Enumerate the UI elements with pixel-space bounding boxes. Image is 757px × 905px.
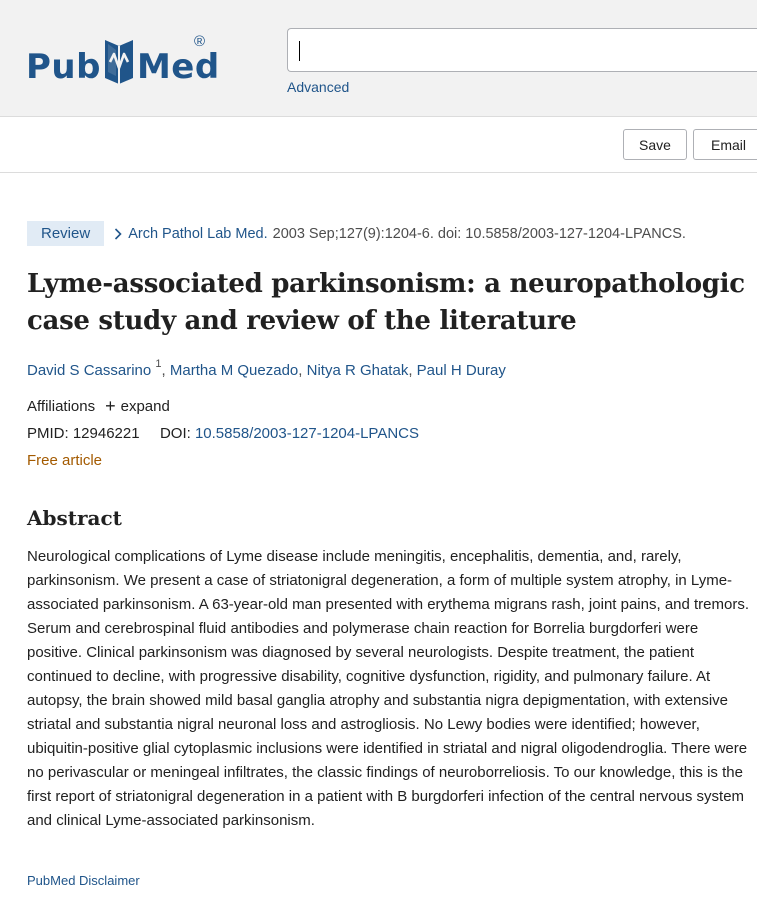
registered-mark: ® bbox=[194, 33, 206, 50]
action-toolbar bbox=[0, 117, 757, 173]
author-list bbox=[27, 360, 506, 379]
author-link[interactable]: Paul H Duray bbox=[416, 362, 506, 379]
article-source-line bbox=[27, 221, 686, 246]
identifiers-row bbox=[27, 425, 419, 442]
pubmed-disclaimer-link[interactable]: PubMed Disclaimer bbox=[27, 873, 140, 888]
author-link[interactable]: Nitya R Ghatak bbox=[306, 362, 409, 379]
article-title: Lyme-associated parkinsonism: a neuropathologic case study and review of the literature bbox=[27, 269, 745, 336]
author-separator: , bbox=[298, 362, 307, 379]
site-header bbox=[0, 0, 757, 117]
text-caret bbox=[299, 41, 300, 61]
expand-affiliations-button[interactable]: expand bbox=[120, 398, 170, 415]
badge-label: Review bbox=[41, 225, 91, 242]
journal-link[interactable]: Arch Pathol Lab Med. bbox=[128, 225, 268, 242]
plus-icon[interactable]: + bbox=[105, 396, 116, 416]
pmid-value: 12946221 bbox=[72, 425, 140, 442]
logo-text-med: Med bbox=[136, 47, 220, 87]
save-button[interactable]: Save bbox=[623, 129, 687, 160]
chevron-right-icon[interactable] bbox=[114, 228, 124, 240]
doi-label: DOI: bbox=[159, 425, 195, 442]
logo-text-pub: Pub bbox=[26, 47, 101, 87]
affiliations-label: Affiliations bbox=[27, 398, 96, 415]
author-link[interactable]: Martha M Quezado bbox=[169, 362, 299, 379]
publication-type-badge bbox=[27, 221, 104, 246]
author-separator: , bbox=[408, 362, 417, 379]
author-separator: , bbox=[161, 362, 170, 379]
free-article-label: Free article bbox=[27, 452, 103, 469]
pubmed-logo[interactable] bbox=[26, 24, 220, 87]
email-button[interactable]: Email bbox=[693, 129, 757, 160]
abstract-heading: Abstract bbox=[27, 506, 122, 530]
search-input[interactable] bbox=[287, 28, 757, 72]
author-link[interactable]: David S Cassarino bbox=[27, 362, 152, 379]
abstract-text: Neurological complications of Lyme disease include meningitis, encephalitis, dementia, and, rarely, parkinsonism. We present a case of striatonigral degeneration, a form of multiple system atrophy, in Lyme-associated parkinsonism. A 63-year-old man presented with erythema migrans rash, joint pains, and tremors. Serum and cerebrospinal fluid antibodies and polymerase chain reaction for Borrelia burgdorferi were positive. Clinical parkinsonism was diagnosed by several neurologists. Despite treatment, the patient continued to decline, with progressive disability, cognitive dysfunction, rigidity, and pulmonary failure. At autopsy, the brain showed mild basal ganglia atrophy and substantia nigra depigmentation, with extensive striatal and substantia nigral neuronal loss and astrogliosis. No Lewy bodies were identified; however, ubiquitin-positive glial cytoplasmic inclusions were identified in striatal and nigral oligodendroglia. There were no perivascular or meningeal infiltrates, the classic findings of neuroborreliosis. To our knowledge, this is the first report of striatonigral degeneration in a patient with B burgdorferi infection of the central nervous system and clinical Lyme-associated parkinsonism. bbox=[27, 548, 750, 829]
affiliations-row bbox=[27, 398, 170, 415]
advanced-search-link[interactable]: Advanced bbox=[287, 79, 350, 95]
doi-link[interactable]: 10.5858/2003-127-1204-LPANCS bbox=[194, 425, 420, 442]
citation-details: 2003 Sep;127(9):1204-6. doi: 10.5858/2003-127-1204-LPANCS. bbox=[272, 225, 686, 242]
logo-book-icon bbox=[102, 32, 136, 84]
pmid-label: PMID: bbox=[27, 425, 73, 442]
affiliation-marker[interactable]: 1 bbox=[155, 358, 162, 370]
